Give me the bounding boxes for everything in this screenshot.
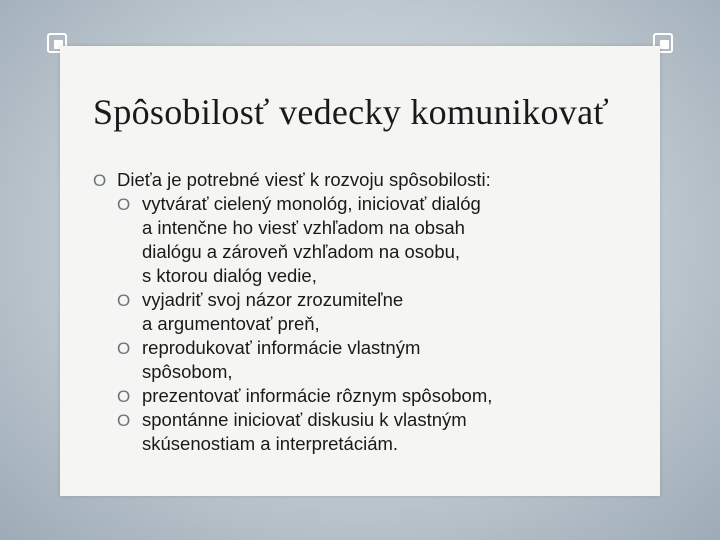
list-item (117, 384, 653, 408)
list-item-text: Dieťa je potrebné viesť k rozvoju spôsobilosti: (117, 169, 491, 190)
list-item-line: skúsenostiam a interpretáciám. (142, 433, 399, 454)
list-item-line: a argumentovať preň, (142, 313, 320, 334)
list-item-line: prezentovať informácie rôznym spôsobom, (142, 385, 493, 406)
list-item-line: dialógu a zároveň vzhľadom na osobu, (142, 241, 461, 262)
bullet-icon: O (117, 387, 131, 406)
list-item (117, 192, 653, 288)
slide-title: Spôsobilosť vedecky komunikovať (93, 92, 610, 132)
list-item (117, 408, 653, 456)
bullet-icon: O (117, 195, 131, 214)
list-item-line: spôsobom, (142, 361, 233, 382)
list-item (117, 288, 653, 336)
list-item (93, 168, 653, 456)
bullet-icon: O (93, 171, 107, 190)
bullet-list (93, 168, 653, 456)
slide-content (93, 168, 653, 456)
list-item-line: vyjadriť svoj názor zrozumiteľne (142, 289, 404, 310)
list-item-line: a intenčne ho viesť vzhľadom na obsah (142, 217, 465, 238)
bullet-icon: O (117, 339, 131, 358)
sub-bullet-list (117, 192, 653, 456)
list-item-line: vytvárať cielený monológ, iniciovať dialóg (142, 193, 481, 214)
bullet-icon: O (117, 291, 131, 310)
list-item-line: reprodukovať informácie vlastným (142, 337, 421, 358)
list-item (117, 336, 653, 384)
list-item-line: spontánne iniciovať diskusiu k vlastným (142, 409, 467, 430)
list-item-line: s ktorou dialóg vedie, (142, 265, 317, 286)
bullet-icon: O (117, 411, 131, 430)
